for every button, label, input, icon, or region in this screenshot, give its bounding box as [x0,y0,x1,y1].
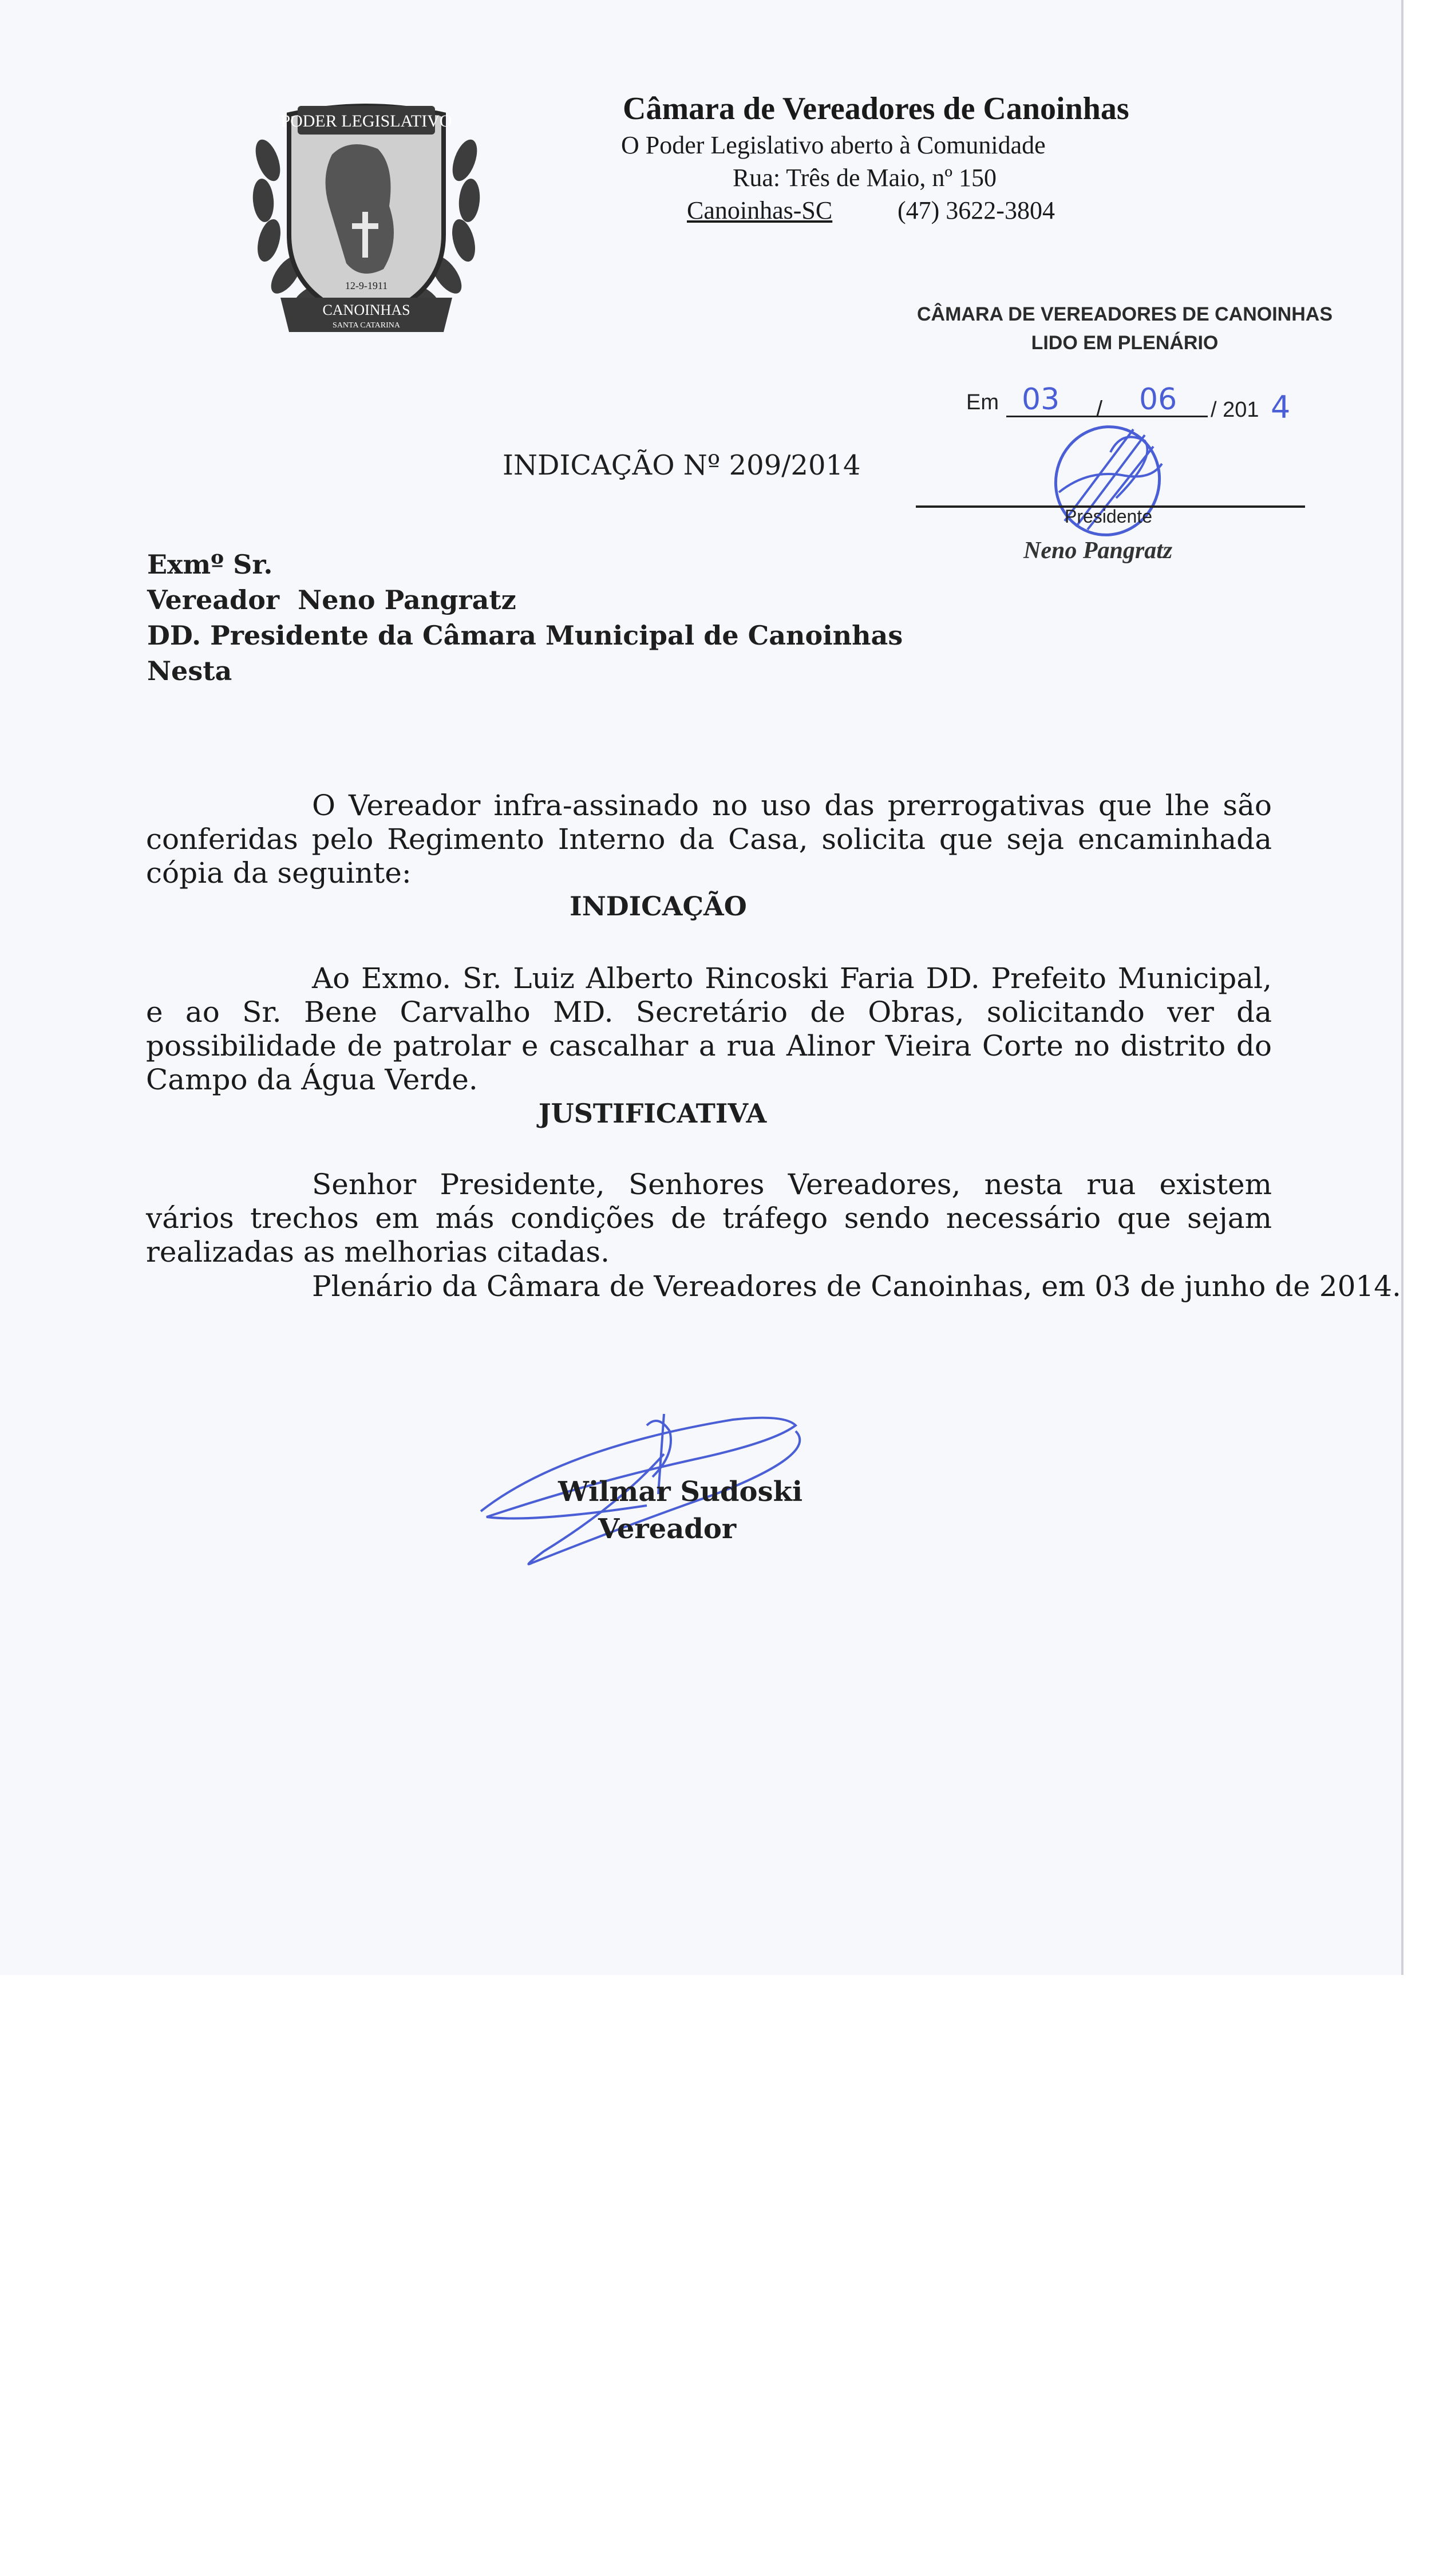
stamp-president-name: Neno Pangratz [1023,538,1173,564]
section-justificativa-title: JUSTIFICATIVA [538,1098,767,1129]
addressee-line: Exmº Sr. [147,549,273,580]
chamber-phone: (47) 3622-3804 [898,196,1055,224]
section-indicacao-title: INDICAÇÃO [570,891,747,922]
stamp-line2: LIDO EM PLENÁRIO [1031,332,1219,354]
section-justificativa-body: Senhor Presidente, Senhores Vereadores, nesta rua existem vários trechos em más condições de tráfego sendo necessário que sejam realizadas as melhorias citadas. [146,1168,1272,1269]
document-number-title: INDICAÇÃO Nº 209/2014 [503,449,861,481]
section-indicacao-body: Ao Exmo. Sr. Luiz Alberto Rincoski Faria DD. Prefeito Municipal, e ao Sr. Bene Carvalho MD. Secretário de Obras, solicitando ver da possibilidade de patrolar e cascalhar a rua Alinor Vieira Corte no distrito do Campo da Água Verde. [146,962,1272,1096]
cross-icon [362,212,368,258]
stamp-year-printed: / 201 [1211,398,1259,422]
chamber-city: Canoinhas-SC [687,196,833,224]
chamber-title: Câmara de Vereadores de Canoinhas [623,91,1129,127]
addressee-line: DD. Presidente da Câmara Municipal de Canoinhas [147,620,903,651]
stamp-line1: CÂMARA DE VEREADORES DE CANOINHAS [916,303,1333,325]
date-slash: / [1096,397,1103,422]
stamp-date-prefix: Em [966,390,999,414]
stamp-role: Presidente [1065,506,1152,527]
emblem-banner: PODER LEGISLATIVO [280,112,452,131]
addressee-line: Nesta [147,655,232,686]
stamp-day: 03 [1022,382,1060,417]
signer-role: Vereador [598,1513,737,1545]
chamber-emblem [246,92,487,343]
signer-name: Wilmar Sudoski [558,1476,803,1508]
intro-paragraph: O Vereador infra-assinado no uso das prerrogativas que lhe são conferidas pelo Regimento Interno da Casa, solicita que seja encaminhada cópia da seguinte: [146,789,1272,890]
emblem-founded: 12-9-1911 [345,280,388,291]
closing-line: Plenário da Câmara de Vereadores de Canoinhas, em 03 de junho de 2014. [312,1270,1401,1303]
addressee-line: Vereador Neno Pangratz [147,584,516,615]
emblem-state: SANTA CATARINA [333,321,400,330]
addressee-block [147,547,903,689]
stamp-year-hand: 4 [1271,389,1291,425]
chamber-address: Rua: Três de Maio, nº 150 [733,164,997,192]
stamp-month: 06 [1139,382,1177,417]
emblem-city: CANOINHAS [322,302,410,318]
chamber-subtitle: O Poder Legislativo aberto à Comunidade [621,131,1046,159]
